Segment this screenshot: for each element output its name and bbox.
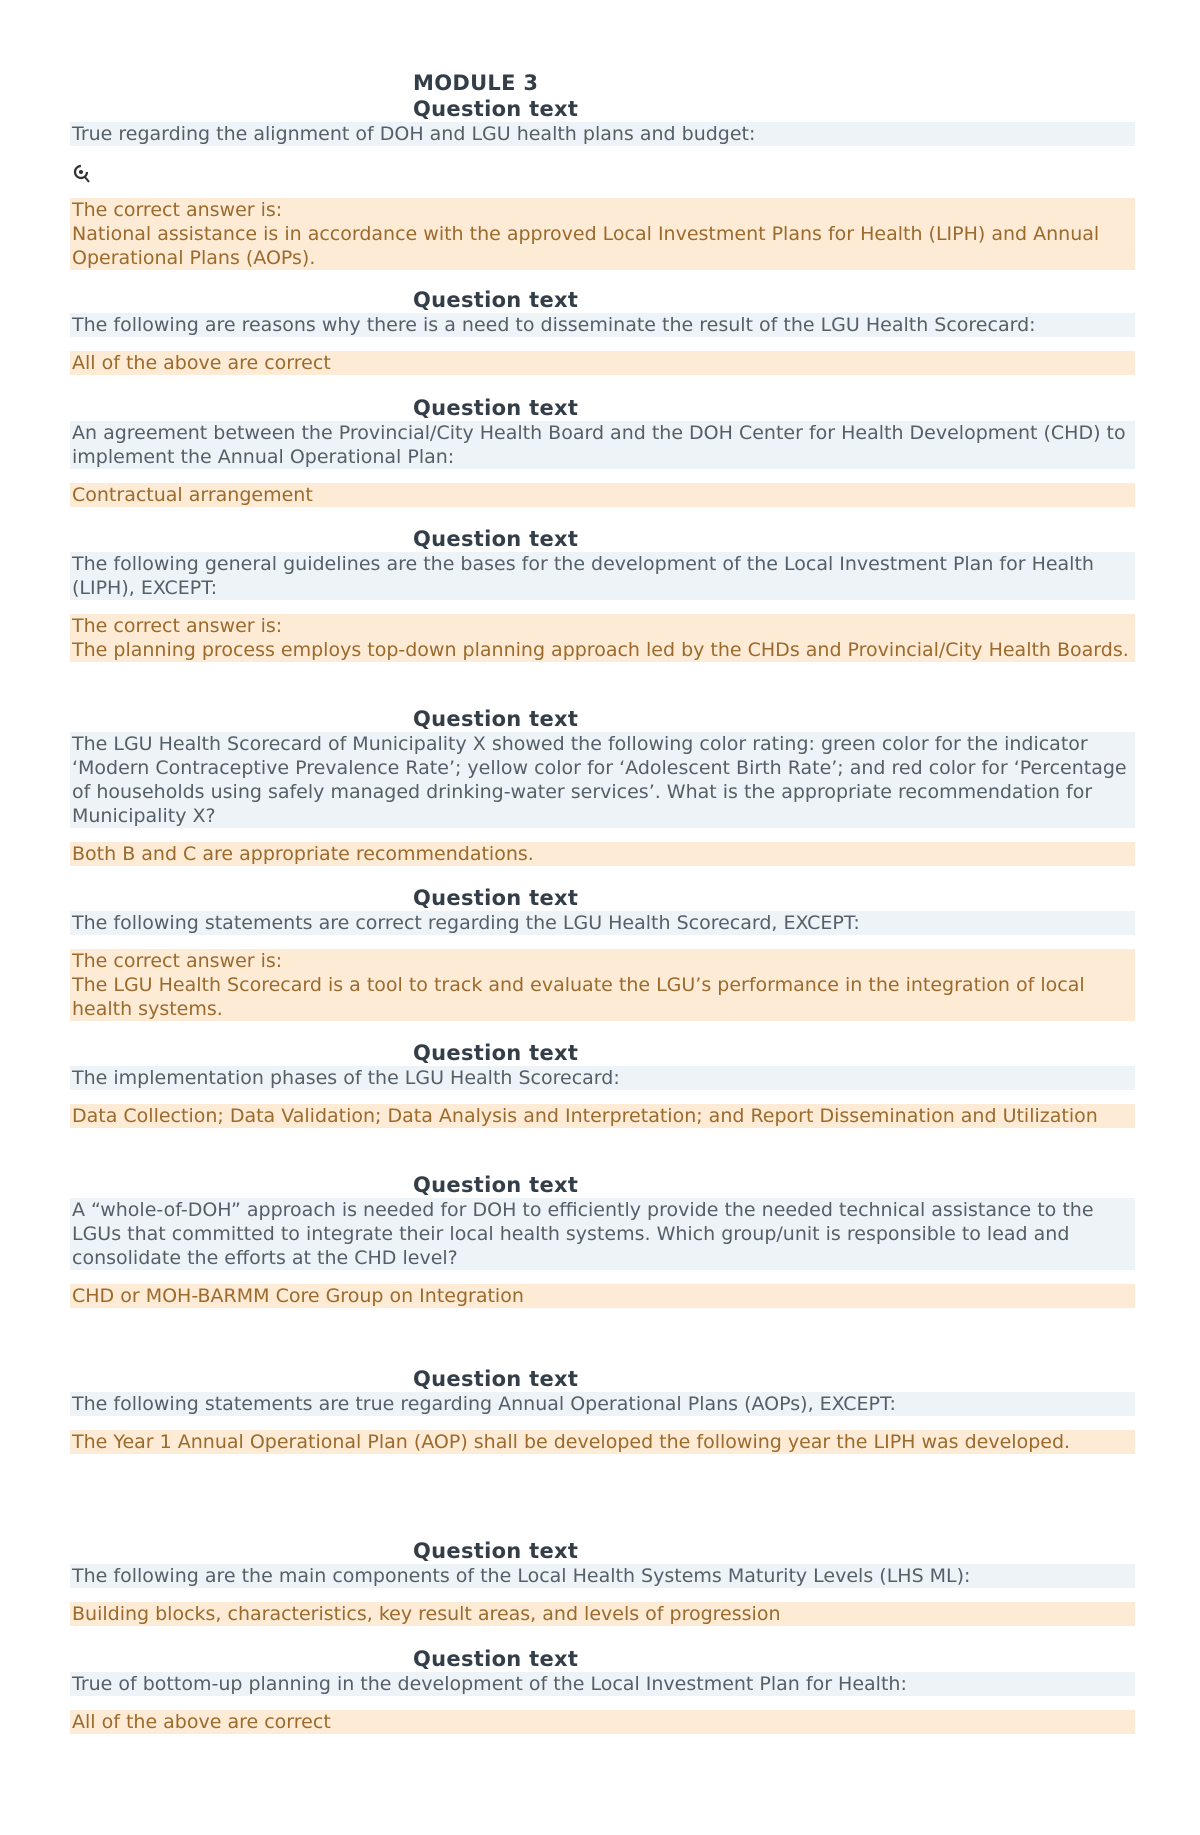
question-text: True regarding the alignment of DOH and LGU health plans and budget: xyxy=(70,122,1135,146)
answer-text: Both B and C are appropriate recommendations. xyxy=(72,843,534,865)
question-title: Question text xyxy=(413,886,579,910)
answer-box xyxy=(70,1710,1135,1734)
question-title: Question text xyxy=(413,396,579,420)
question-block xyxy=(70,1172,1135,1308)
question-title: Question text xyxy=(413,1367,579,1391)
question-text: The following are reasons why there is a need to disseminate the result of the LGU Health Scorecard: xyxy=(70,313,1135,337)
question-text: The following statements are true regarding Annual Operational Plans (AOPs), EXCEPT: xyxy=(70,1392,1135,1416)
question-text: True of bottom-up planning in the development of the Local Investment Plan for Health: xyxy=(70,1672,1135,1696)
module-title: MODULE 3 xyxy=(413,71,539,95)
question-title: Question text xyxy=(413,1539,579,1563)
question-text: The LGU Health Scorecard of Municipality X showed the following color rating: green color for the indicator ‘Modern Contraceptive Prevalence Rate’; yellow color for ‘Adolescent Birth Rate’; and red color for ‘Percentage of households using safely managed drinking-water services’. What is the appropriate recommendation for Municipality X? xyxy=(70,732,1135,828)
question-text: The implementation phases of the LGU Health Scorecard: xyxy=(70,1066,1135,1090)
question-title: Question text xyxy=(413,288,579,312)
answer-text: Contractual arrangement xyxy=(72,484,313,506)
answer-text: All of the above are correct xyxy=(72,1711,331,1733)
answer-text: All of the above are correct xyxy=(72,352,331,374)
question-block xyxy=(70,395,1135,507)
question-text: The following are the main components of the Local Health Systems Maturity Levels (LHS ML): xyxy=(70,1564,1135,1588)
question-block xyxy=(70,1366,1135,1454)
question-block xyxy=(70,1040,1135,1128)
question-text: A “whole-of-DOH” approach is needed for DOH to efficiently provide the needed technical assistance to the LGUs that committed to integrate their local health systems. Which group/unit is responsible to lead and consolidate the efforts at the CHD level? xyxy=(70,1198,1135,1270)
answer-box xyxy=(70,1602,1135,1626)
answer-box xyxy=(70,1104,1135,1128)
answer-text: National assistance is in accordance with the approved Local Investment Plans for Health (LIPH) and Annual Operational Plans (AOPs). xyxy=(72,223,1100,269)
question-block xyxy=(70,526,1135,662)
correct-answer-prefix: The correct answer is: xyxy=(72,199,283,221)
question-block xyxy=(70,1646,1135,1734)
question-block xyxy=(70,96,1135,270)
answer-box xyxy=(70,351,1135,375)
answer-box xyxy=(70,1430,1135,1454)
question-text: The following general guidelines are the bases for the development of the Local Investment Plan for Health (LIPH), EXCEPT: xyxy=(70,552,1135,600)
question-block xyxy=(70,885,1135,1021)
correct-answer-prefix: The correct answer is: xyxy=(72,615,283,637)
question-title: Question text xyxy=(413,1173,579,1197)
answer-text: Building blocks, characteristics, key result areas, and levels of progression xyxy=(72,1603,781,1625)
question-title: Question text xyxy=(413,1041,579,1065)
question-title: Question text xyxy=(413,97,579,121)
question-block xyxy=(70,706,1135,866)
answer-box xyxy=(70,198,1135,270)
answer-text: CHD or MOH-BARMM Core Group on Integration xyxy=(72,1285,524,1307)
answer-text: The Year 1 Annual Operational Plan (AOP) shall be developed the following year the LIPH was developed. xyxy=(72,1431,1071,1453)
correct-answer-prefix: The correct answer is: xyxy=(72,950,283,972)
answer-box xyxy=(70,842,1135,866)
answer-text: The LGU Health Scorecard is a tool to track and evaluate the LGU’s performance in the integration of local health systems. xyxy=(72,974,1085,1020)
question-block xyxy=(70,1538,1135,1626)
answer-text: Data Collection; Data Validation; Data Analysis and Interpretation; and Report Dissemination and Utilization xyxy=(72,1105,1098,1127)
question-title: Question text xyxy=(413,1647,579,1671)
answer-text: The planning process employs top-down planning approach led by the CHDs and Provincial/City Health Boards. xyxy=(72,639,1129,661)
question-text: An agreement between the Provincial/City Health Board and the DOH Center for Health Development (CHD) to implement the Annual Operational Plan: xyxy=(70,421,1135,469)
question-text: The following statements are correct regarding the LGU Health Scorecard, EXCEPT: xyxy=(70,911,1135,935)
answer-box xyxy=(70,483,1135,507)
question-title: Question text xyxy=(413,707,579,731)
answer-box xyxy=(70,949,1135,1021)
answer-box xyxy=(70,614,1135,662)
answer-box xyxy=(70,1284,1135,1308)
question-block xyxy=(70,287,1135,375)
cursor-loading-icon xyxy=(72,162,94,186)
question-title: Question text xyxy=(413,527,579,551)
